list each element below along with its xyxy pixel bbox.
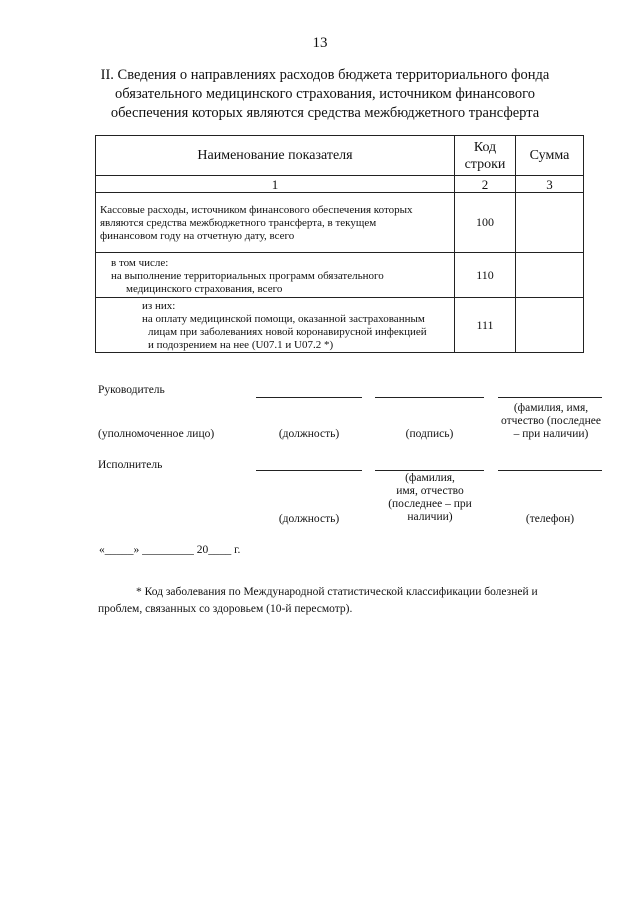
section-title-line: II. Сведения о направлениях расходов бюджета территориального фонда xyxy=(100,67,550,83)
executor-name-line xyxy=(375,470,484,471)
indicator-line: финансовом году на отчетную дату, всего xyxy=(100,230,295,242)
sum-cell[interactable] xyxy=(516,253,584,298)
section-title-line: обязательного медицинского страхования, источником финансового xyxy=(115,86,535,102)
indicator-line: на оплату медицинской помощи, оказанной застрахованным xyxy=(142,313,425,325)
row-code-cell: 100 xyxy=(455,193,516,253)
section-title-line: обеспечения которых являются средства межбюджетного трансферта xyxy=(110,105,540,121)
caption-line: отчество (последнее xyxy=(501,415,601,427)
indicator-line: лицам при заболеваниях новой коронавирусной инфекцией xyxy=(148,326,427,338)
row-code-cell: 110 xyxy=(455,253,516,298)
signature-caption: (подпись) xyxy=(405,428,454,440)
header-code-line: строки xyxy=(464,156,506,172)
page-number: 13 xyxy=(312,35,328,51)
expenditure-table xyxy=(95,135,584,353)
indicator-line: на выполнение территориальных программ обязательного xyxy=(111,269,384,282)
header-row-code xyxy=(455,136,516,176)
executor-position-caption: (должность) xyxy=(278,513,340,525)
full-name-caption xyxy=(490,402,612,441)
phone-line xyxy=(498,470,602,471)
indicator-name-cell xyxy=(96,253,455,298)
section-title xyxy=(75,66,575,123)
table-header-row xyxy=(96,136,584,176)
indicator-line: являются средства межбюджетного трансферта, в текущем xyxy=(100,217,377,229)
indicator-line: в том числе: xyxy=(111,256,169,269)
phone-caption: (телефон) xyxy=(525,513,575,525)
executor-label: Исполнитель xyxy=(98,459,163,471)
indicator-line: медицинского страхования, всего xyxy=(126,282,283,295)
head-label: Руководитель xyxy=(98,384,165,396)
column-number: 1 xyxy=(96,176,455,193)
sum-cell[interactable] xyxy=(516,193,584,253)
full-name-line xyxy=(498,397,602,398)
footnote xyxy=(98,584,584,618)
caption-line: (фамилия, xyxy=(405,472,455,484)
signature-line xyxy=(375,397,484,398)
header-indicator-name: Наименование показателя xyxy=(96,136,455,176)
authorized-person-label: (уполномоченное лицо) xyxy=(98,428,215,440)
indicator-name-cell xyxy=(96,298,455,353)
indicator-line: и подозрением на нее (U07.1 и U07.2 *) xyxy=(148,339,334,351)
indicator-name-cell xyxy=(96,193,455,253)
executor-name-caption xyxy=(370,472,490,524)
position-caption: (должность) xyxy=(278,428,340,440)
footnote-line: * Код заболевания по Международной статистической классификации болезней и xyxy=(136,586,538,598)
position-line xyxy=(256,397,362,398)
caption-line: имя, отчество xyxy=(396,485,464,497)
header-code-line: Код xyxy=(473,139,497,155)
caption-line: – при наличии) xyxy=(513,428,589,440)
table-row xyxy=(96,298,584,353)
column-number: 3 xyxy=(516,176,584,193)
caption-line: (фамилия, имя, xyxy=(513,402,589,414)
footnote-line: проблем, связанных со здоровьем (10-й пересмотр). xyxy=(98,603,353,615)
header-sum: Сумма xyxy=(516,136,584,176)
indicator-line: Кассовые расходы, источником финансового обеспечения которых xyxy=(100,204,413,216)
table-row xyxy=(96,193,584,253)
sum-cell[interactable] xyxy=(516,298,584,353)
date-line: «_____» _________ 20____ г. xyxy=(99,544,241,556)
column-number-row xyxy=(96,176,584,193)
indicator-line: из них: xyxy=(142,300,176,312)
row-code-cell: 111 xyxy=(455,298,516,353)
caption-line: наличии) xyxy=(407,511,453,523)
caption-line: (последнее – при xyxy=(388,498,472,510)
column-number: 2 xyxy=(455,176,516,193)
table-row xyxy=(96,253,584,298)
executor-position-line xyxy=(256,470,362,471)
